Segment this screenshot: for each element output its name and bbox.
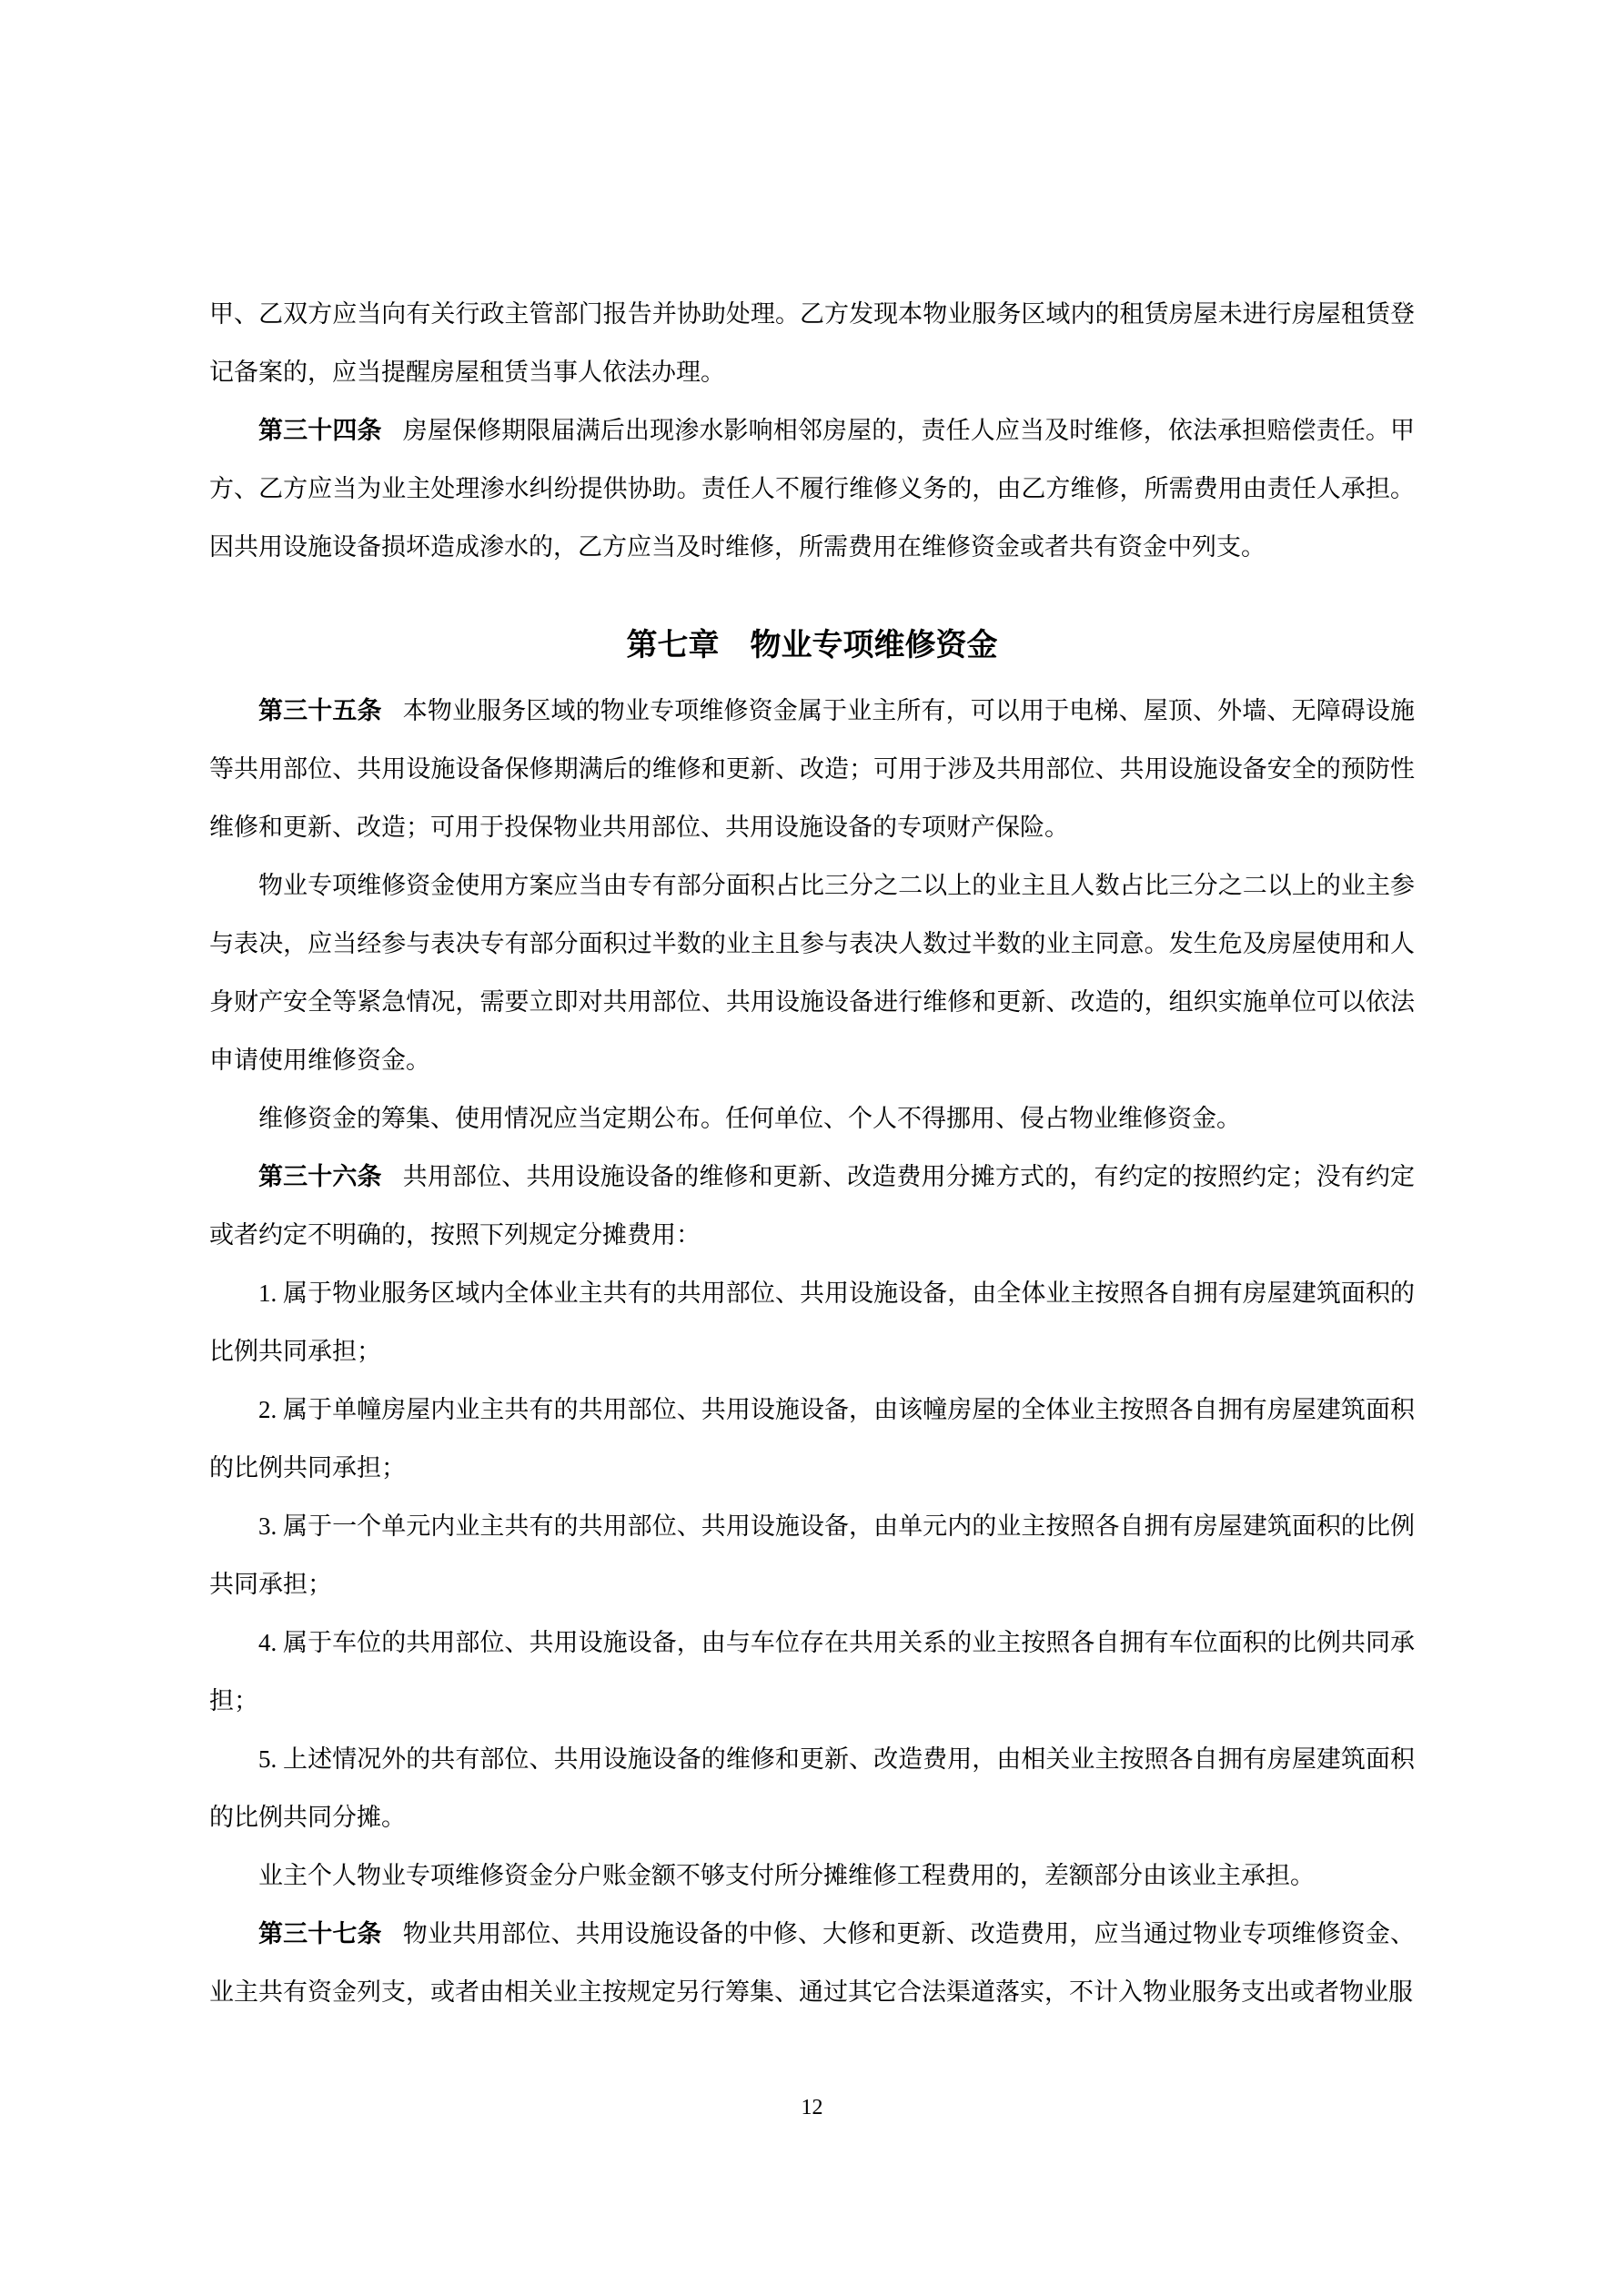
list-item bbox=[209, 1613, 1415, 1730]
paragraph-text: 1. 属于物业服务区域内全体业主共有的共用部位、共用设施设备，由全体业主按照各自拥有房屋建筑面积的比例共同承担； bbox=[209, 1279, 1415, 1365]
paragraph bbox=[209, 1089, 1415, 1148]
article-paragraph bbox=[209, 682, 1415, 856]
paragraph-text: 共用部位、共用设施设备的维修和更新、改造费用分摊方式的，有约定的按照约定；没有约定或者约定不明确的，按照下列规定分摊费用： bbox=[209, 1163, 1416, 1249]
paragraph-text: 2. 属于单幢房屋内业主共有的共用部位、共用设施设备，由该幢房屋的全体业主按照各自拥有房屋建筑面积的比例共同承担； bbox=[209, 1396, 1415, 1482]
paragraph-text: 维修资金的筹集、使用情况应当定期公布。任何单位、个人不得挪用、侵占物业维修资金。 bbox=[258, 1105, 1241, 1132]
paragraph bbox=[209, 1846, 1415, 1905]
chapter-heading: 第七章 物业专项维修资金 bbox=[626, 628, 998, 663]
page-number: 12 bbox=[801, 2096, 823, 2119]
paragraph-text: 本物业服务区域的物业专项维修资金属于业主所有，可以用于电梯、屋顶、外墙、无障碍设施等共用部位、共用设施设备保修期满后的维修和更新、改造；可用于涉及共用部位、共用设施设备安全的预防性维修和更新、改造；可用于投保物业共用部位、共用设施设备的专项财产保险。 bbox=[209, 697, 1416, 841]
paragraph-text: 房屋保修期限届满后出现渗水影响相邻房屋的，责任人应当及时维修，依法承担赔偿责任。甲方、乙方应当为业主处理渗水纠纷提供协助。责任人不履行维修义务的，由乙方维修，所需费用由责任人承担。因共用设施设备损坏造成渗水的，乙方应当及时维修，所需费用在维修资金或者共有资金中列支。 bbox=[209, 417, 1416, 561]
paragraph-text: 甲、乙双方应当向有关行政主管部门报告并协助处理。乙方发现本物业服务区域内的租赁房屋未进行房屋租赁登记备案的，应当提醒房屋租赁当事人依法办理。 bbox=[209, 300, 1415, 386]
article-paragraph bbox=[209, 1148, 1415, 1264]
article-number: 第三十六条 bbox=[258, 1163, 382, 1190]
article-number: 第三十五条 bbox=[258, 697, 382, 724]
article-number: 第三十四条 bbox=[258, 417, 382, 444]
paragraph bbox=[209, 856, 1415, 1089]
list-item bbox=[209, 1730, 1415, 1846]
article-paragraph bbox=[209, 1905, 1415, 2021]
paragraph-text: 业主个人物业专项维修资金分户账金额不够支付所分摊维修工程费用的，差额部分由该业主承担。 bbox=[258, 1862, 1315, 1889]
article-paragraph bbox=[209, 401, 1415, 576]
paragraph-text: 物业专项维修资金使用方案应当由专有部分面积占比三分之二以上的业主且人数占比三分之二以上的业主参与表决，应当经参与表决专有部分面积过半数的业主且参与表决人数过半数的业主同意。发生危及房屋使用和人身财产安全等紧急情况，需要立即对共用部位、共用设施设备进行维修和更新、改造的，组织实施单位可以依法申请使用维修资金。 bbox=[209, 872, 1415, 1074]
document-body bbox=[209, 285, 1415, 2021]
article-number: 第三十七条 bbox=[258, 1920, 382, 1947]
list-item bbox=[209, 1264, 1415, 1381]
paragraph-text: 物业共用部位、共用设施设备的中修、大修和更新、改造费用，应当通过物业专项维修资金、业主共有资金列支，或者由相关业主按规定另行筹集、通过其它合法渠道落实，不计入物业服务支出或者物业服 bbox=[209, 1920, 1416, 2006]
list-item bbox=[209, 1497, 1415, 1613]
paragraph bbox=[209, 285, 1415, 401]
paragraph-text: 5. 上述情况外的共有部位、共用设施设备的维修和更新、改造费用，由相关业主按照各自拥有房屋建筑面积的比例共同分摊。 bbox=[209, 1745, 1415, 1831]
paragraph-text: 4. 属于车位的共用部位、共用设施设备，由与车位存在共用关系的业主按照各自拥有车位面积的比例共同承担； bbox=[209, 1629, 1415, 1714]
list-item bbox=[209, 1381, 1415, 1497]
paragraph-text: 3. 属于一个单元内业主共有的共用部位、共用设施设备，由单元内的业主按照各自拥有房屋建筑面积的比例共同承担； bbox=[209, 1512, 1415, 1598]
